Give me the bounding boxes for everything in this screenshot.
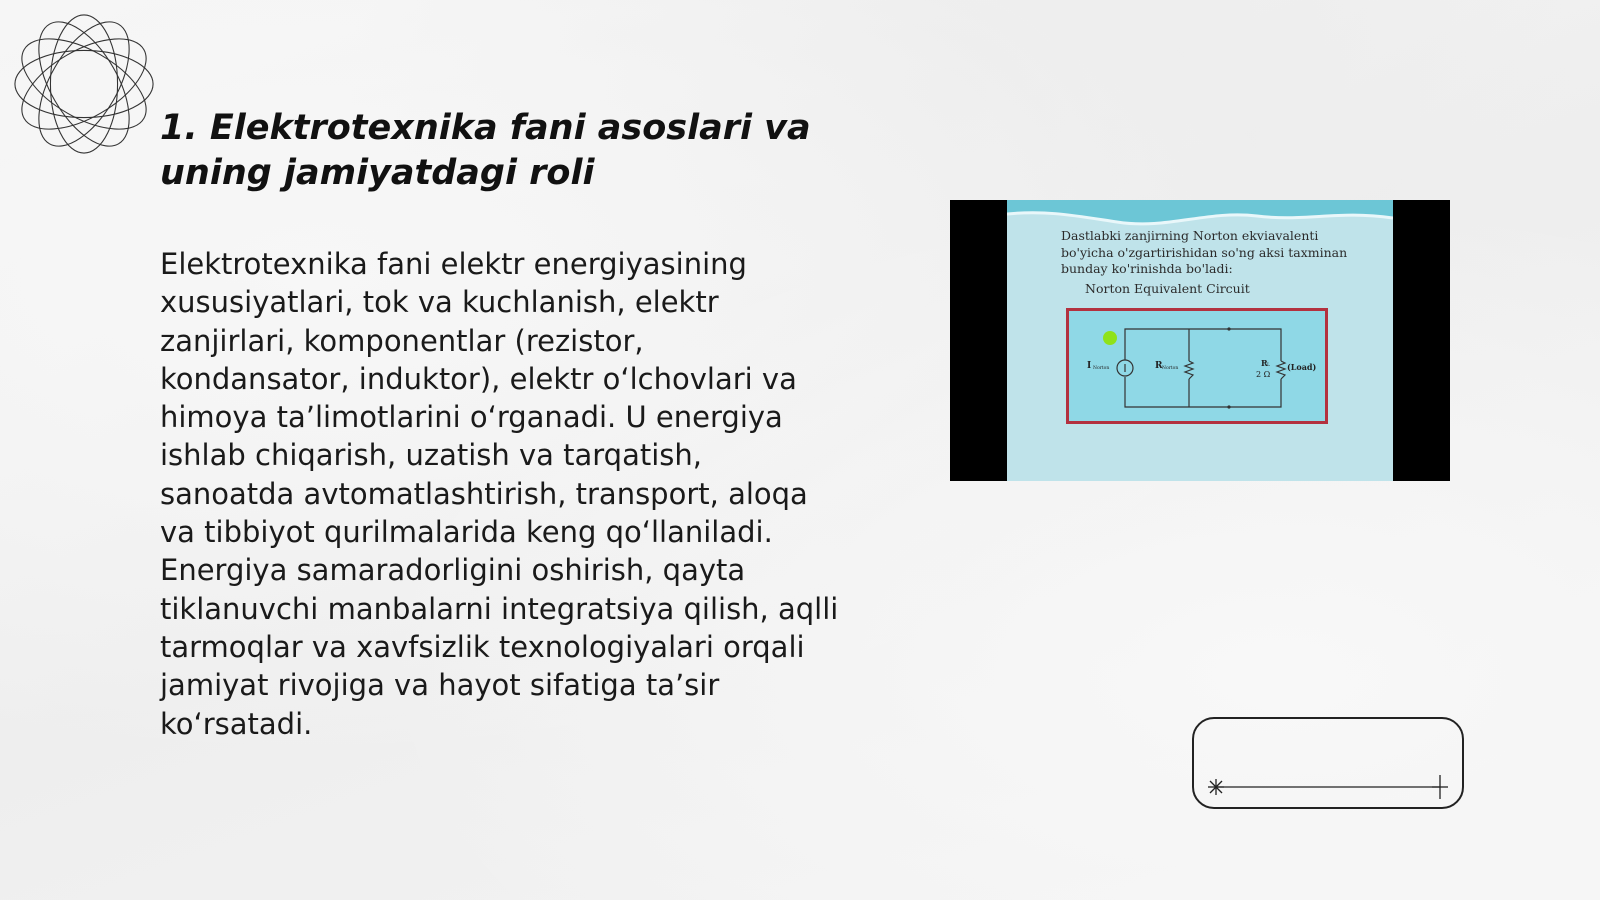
slide-title: 1. Elektrotexnika fani asoslari va uning jamiyatdagi roli [160,108,811,193]
source-subscript: Norton [1093,366,1110,371]
video-caption: Dastlabki zanjirning Norton ekviavalenti bo'yicha o'zgartirishidan so'ng aksi taxminan bunday ko'rinishda bo'ladi: [1061,228,1348,276]
video-subtitle: Norton Equivalent Circuit [1085,281,1250,296]
progress-track[interactable] [1194,719,1462,807]
cursor-dot [1103,331,1117,345]
sparkle-icon [1208,779,1224,795]
load-value: 2 Ω [1256,370,1271,379]
video-player[interactable] [950,200,1450,481]
resistor-label: R [1155,361,1163,371]
media-control-bar[interactable] [1192,717,1464,809]
norton-circuit-diagram [1066,308,1328,424]
video-frame [1007,200,1393,481]
decorative-spirograph-icon [10,10,158,158]
slide-body-text: Elektrotexnika fani elektr energiyasining xususiyatlari, tok va kuchlanish, elektr zanjirlari, komponentlar (rezistor, kondansator, induktor), elektr oʻlchovlari va himoya taʼlimotlarini oʻrganadi. U energiya ishlab chiqarish, uzatish va tarqatish, sanoatda avtomatlashtirish, transport, aloqa va tibbiyot qurilmalarida keng qoʻllaniladi. Energiya samaradorligini oshirish, qayta tiklanuvchi manbalarni integratsiya qilish, aqlli tarmoqlar va xavfsizlik texnologiyalari orqali jamiyat rivojiga va hayot sifatiga taʼsir koʻrsatadi. [160,247,839,741]
load-label: (Load) [1287,362,1317,372]
load-resistor-subscript: L [1267,363,1270,368]
source-label: I [1087,361,1092,371]
crosshair-icon[interactable] [1432,775,1448,799]
resistor-subscript: Norton [1162,366,1179,371]
load-resistor-label: R [1261,358,1268,368]
